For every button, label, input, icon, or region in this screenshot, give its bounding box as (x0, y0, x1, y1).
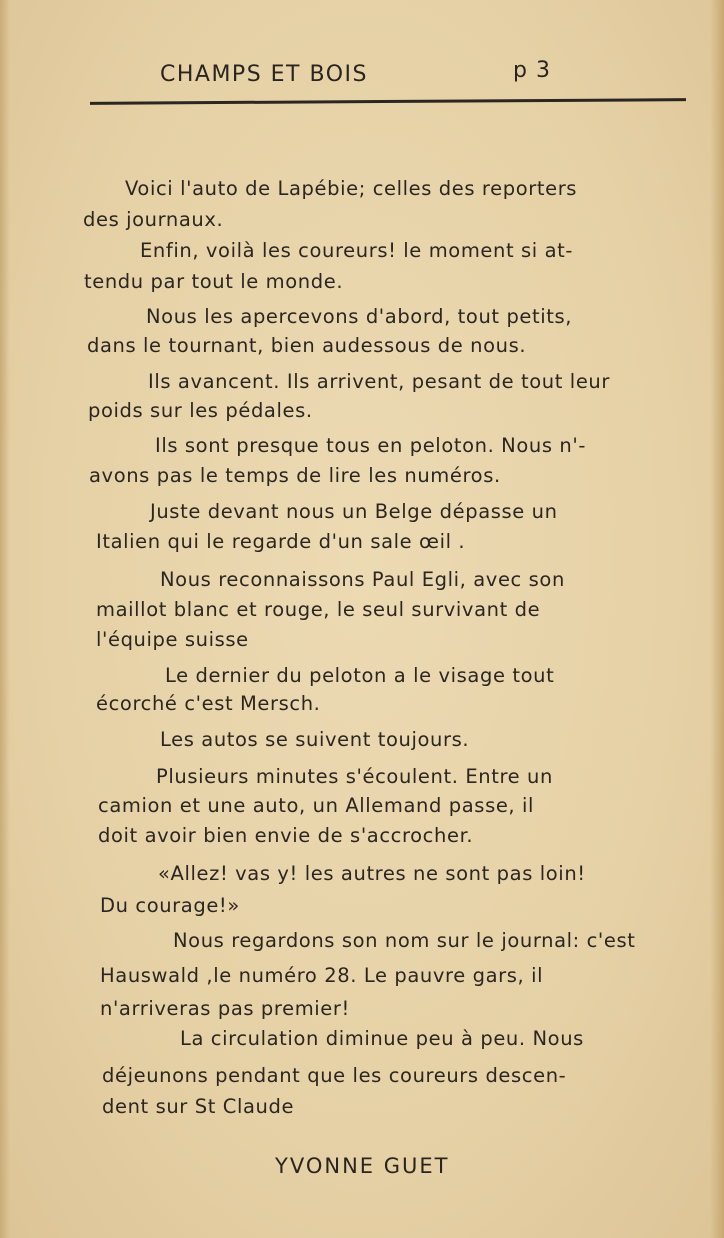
header-rule (90, 98, 686, 105)
paragraph-line: Italien qui le regarde d'un sale œil . (96, 530, 466, 553)
paragraph-line: Hauswald ,le numéro 28. Le pauvre gars, il (100, 964, 544, 987)
author-signature: YVONNE GUET (275, 1154, 450, 1178)
header-title: CHAMPS ET BOIS (160, 62, 368, 87)
paragraph-line: maillot blanc et rouge, le seul survivant de (96, 598, 541, 621)
paragraph-line: Les autos se suivent toujours. (160, 728, 470, 751)
paragraph-line: Ils sont presque tous en peloton. Nous n'- (155, 434, 586, 457)
paragraph-line: dans le tournant, bien audessous de nous. (87, 334, 527, 357)
paragraph-line: écorché c'est Mersch. (96, 692, 321, 715)
paragraph-line: avons pas le temps de lire les numéros. (89, 464, 501, 487)
page-edge-left (0, 0, 10, 1238)
page-edge-right (710, 0, 724, 1238)
paragraph-line: doit avoir bien envie de s'accrocher. (98, 824, 474, 847)
paragraph-line: l'équipe suisse (96, 628, 249, 651)
paragraph-line: La circulation diminue peu à peu. Nous (180, 1027, 584, 1050)
paragraph-line: Ils avancent. Ils arrivent, pesant de tout leur (148, 370, 610, 393)
paragraph-line: camion et une auto, un Allemand passe, il (98, 794, 535, 817)
page-number: p 3 (513, 58, 551, 83)
paragraph-line: tendu par tout le monde. (84, 270, 344, 293)
paragraph-line: Nous les apercevons d'abord, tout petits, (146, 305, 573, 328)
paragraph-line: Nous regardons son nom sur le journal: c'est (173, 929, 636, 952)
paragraph-line: Plusieurs minutes s'écoulent. Entre un (156, 765, 553, 788)
paragraph-line: des journaux. (83, 208, 224, 231)
paragraph-line: Du courage!» (100, 894, 240, 917)
paragraph-line: Juste devant nous un Belge dépasse un (150, 500, 558, 523)
paragraph-line: Le dernier du peloton a le visage tout (165, 664, 555, 687)
paragraph-line: «Allez! vas y! les autres ne sont pas loin! (158, 862, 586, 885)
paragraph-line: poids sur les pédales. (88, 399, 313, 422)
paragraph-line: dent sur St Claude (102, 1095, 295, 1118)
paragraph-line: déjeunons pendant que les coureurs descen- (102, 1064, 567, 1087)
paragraph-line: Nous reconnaissons Paul Egli, avec son (160, 568, 565, 591)
paragraph-line: Voici l'auto de Lapébie; celles des reporters (125, 177, 578, 200)
paragraph-line: n'arriveras pas premier! (100, 997, 350, 1020)
paragraph-line: Enfin, voilà les coureurs! le moment si at- (140, 239, 574, 262)
